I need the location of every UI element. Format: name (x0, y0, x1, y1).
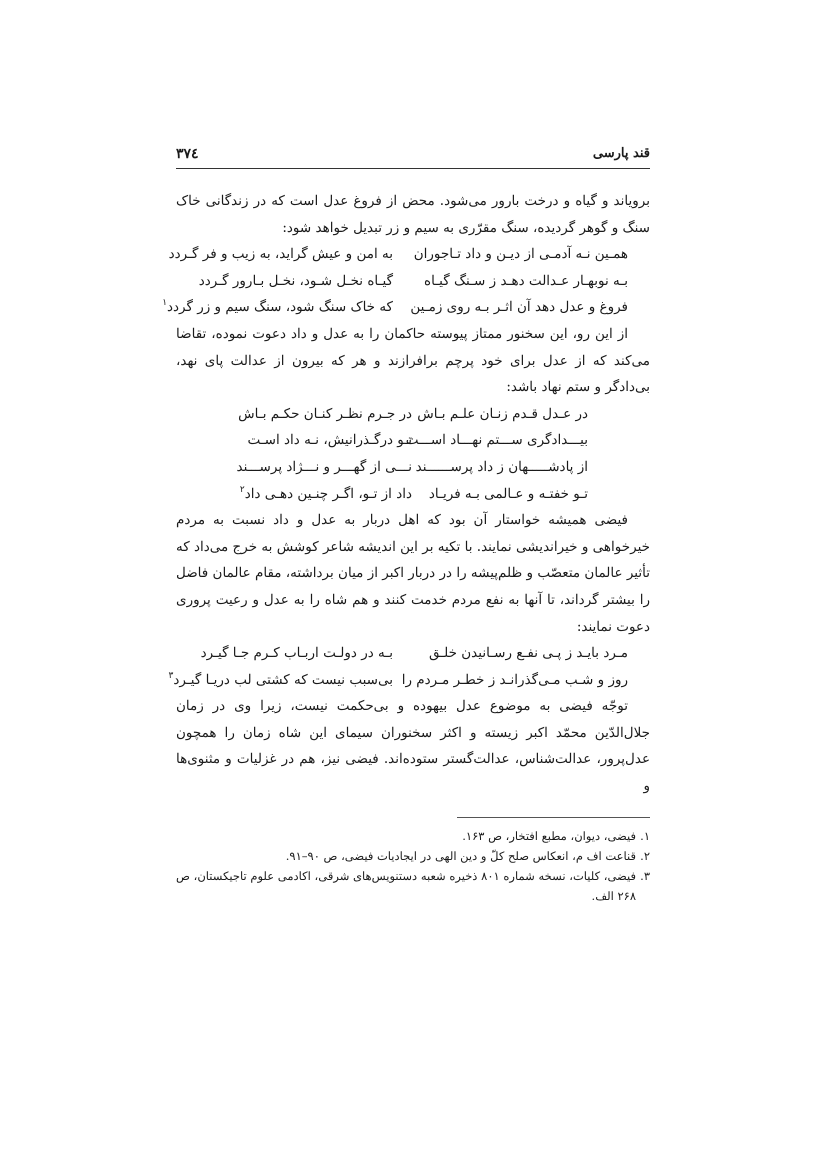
hemistich-first: فروغ و عدل دهد آن اثـر بـه روی زمـین (410, 299, 628, 316)
hemistich-second (176, 427, 412, 454)
footnote-text: فیضی، کلیات، نسخه شماره ۸۰۱ ذخیره شعبه دستنویس‌های شرقی، اکادمی علوم تاجیکستان، ص ۲۶۸ الف. (176, 869, 636, 903)
hemistich-first: بیـــدادگری ســـتم نهـــاد اســـت (405, 432, 588, 449)
hemistich-text: به امن و عیش گراید، به زیب و فر گـردد (168, 246, 393, 263)
hemistich-second (176, 454, 412, 481)
footnote-number: ۱. (640, 829, 650, 843)
paragraph: فیضی همیشه خواستار آن بود که اهل دربار به عدل و داد نسبت به مردم خیرخواهی و خیراندیشی نمایند. با تکیه بر این اندیشه شاعر کوشش به خرج می‌داد که تأثیر عالمان متعصّب و ظلم‌پیشه را در دربار اکبر از میان برداشته، مقام عالمان فاضل را بیشتر گرداند، تا آنها به نفع مردم خدمت کنند و هم شاه را به عدل و رعیت پروری دعوت نمایند: (176, 512, 650, 635)
poem-couplet (162, 294, 650, 321)
hemistich-text: بی‌سبب نیست که کشتی لب دریـا گیـرد (173, 671, 393, 688)
hemistich-text: بـه در دولـت اربـاب کـرم جـا گیـرد (200, 645, 393, 662)
poem-couplet (176, 268, 650, 295)
hemistich-second (168, 241, 393, 268)
hemistich-text: که خاک سنگ شود، سنگ سیم و زر گردد (167, 299, 393, 316)
poem-block (176, 401, 650, 507)
footnote-mark[interactable]: ۱ (162, 298, 168, 309)
poem-couplet (176, 427, 650, 454)
page-number: ۳۷٤ (176, 146, 199, 162)
book-title: قند پارسی (592, 146, 650, 161)
footnote (176, 866, 650, 906)
footnote-text: فیضی، دیوان، مطبع افتخار، ص ۱۶۳. (462, 829, 636, 843)
poem-couplet (168, 241, 650, 268)
hemistich-second (162, 294, 393, 321)
poem-block (168, 640, 650, 693)
poem-couplet (176, 640, 650, 667)
footnote-mark[interactable]: ۳ (168, 670, 174, 681)
running-header (176, 146, 650, 168)
hemistich-text: در جـرم نظـر کنـان حکـم بـاش (238, 405, 412, 422)
footnote-mark[interactable]: ۲ (239, 484, 245, 495)
hemistich-first: از پادشـــــهان ز داد پرســــــند (415, 458, 588, 475)
footnote-rule (457, 817, 650, 818)
footnote-number: ۳. (640, 869, 650, 883)
hemistich-text: گیـاه نخـل شـود، نخـل بـارور گـردد (198, 272, 393, 289)
paragraph: از این رو، این سخنور ممتاز پیوسته حاکمان را به عدل و داد دعوت نموده، تقاضا می‌کند که از عدل برای خود پرچم برافرازند و هر که بیرون از عدالت پای نهد، بی‌دادگر و ستم نهاد باشد: (176, 325, 650, 396)
paragraph: برویاند و گیاه و درخت بارور می‌شود. محض از فروغ عدل است که در زندگانی خاک سنگ و گوهر گردیده، سنگ مقرّری به سیم و زر تبدیل خواهد شود: (176, 193, 650, 236)
paragraph: توجّه فیضی به موضوع عدل بیهوده و بی‌حکمت نیست، زیرا وی در زمان جلال‌الدّین محمّد اکبر زیسته و اکثر سخنوران سیمای این شاه زمان را همچون عدل‌پرور، عدالت‌شناس، عدالت‌گستر ستوده‌اند. فیضی نیز، هم در غزلیات و مثنوی‌ها و (176, 698, 650, 795)
hemistich-text: داد از تـو، اگـر چنـین دهـی داد (244, 485, 412, 502)
footnotes (176, 826, 650, 906)
footnote (176, 826, 650, 846)
hemistich-first: روز و شـب مـی‌گذرانـد ز خطـر مـردم را (401, 671, 628, 688)
hemistich-text: نـــی از گهـــر و نـــژاد پرســـند (236, 458, 412, 475)
poem-couplet (176, 481, 650, 508)
footnote-text: قناعت اف م، انعکاس صلح کلّ و دین الهی در ایجادیات فیضی، ص ۹۰–۹۱. (285, 849, 636, 863)
poem-couplet (176, 401, 650, 428)
hemistich-second (176, 268, 393, 295)
poem-couplet (168, 667, 650, 694)
hemistich-second (176, 640, 393, 667)
hemistich-second (176, 481, 412, 508)
hemistich-first: در عـدل قـدم زنـان علـم بـاش (417, 405, 588, 422)
hemistich-first: تـو خفتـه و عـالمی بـه فریـاد (428, 485, 588, 502)
main-text (162, 188, 650, 800)
hemistich-first: مـرد بایـد ز پـی نفـع رسـانیدن خلـق (428, 645, 628, 662)
hemistich-second (176, 401, 412, 428)
hemistich-second (168, 667, 393, 694)
footnote-number: ۲. (640, 849, 650, 863)
poem-couplet (176, 454, 650, 481)
header-rule (176, 168, 650, 169)
hemistich-text: تـو درگـذرانیش، نـه داد اسـت (247, 432, 412, 449)
poem-block (162, 241, 650, 321)
hemistich-first: بـه نوبهـار عـدالت دهـد ز سـنگ گیـاه (424, 272, 628, 289)
hemistich-first: همـین نـه آدمـی از دیـن و داد تـاجوران (413, 246, 628, 263)
footnote (176, 846, 650, 866)
